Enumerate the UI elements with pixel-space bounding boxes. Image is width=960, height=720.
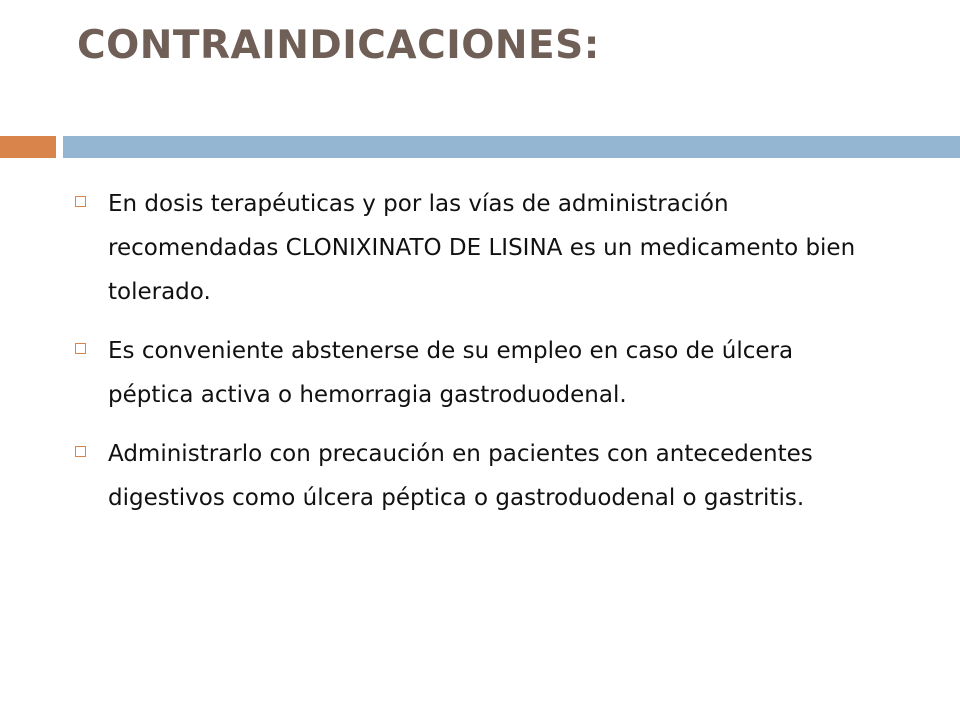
bullet-text: Administrarlo con precaución en pacientes con antecedentes digestivos como úlcera péptica o gastroduodenal o gastritis.: [108, 441, 813, 511]
bullet-list: [75, 182, 875, 535]
hollow-square-icon: [75, 446, 86, 457]
bullet-item: [75, 432, 875, 520]
accent-bar: [0, 136, 56, 158]
slide-title: CONTRAINDICACIONES:: [77, 23, 600, 68]
hollow-square-icon: [75, 343, 86, 354]
hollow-square-icon: [75, 196, 86, 207]
bullet-item: [75, 329, 875, 417]
bullet-text: Es conveniente abstenerse de su empleo en caso de úlcera péptica activa o hemorragia gastroduodenal.: [108, 338, 794, 408]
bullet-item: [75, 182, 875, 314]
bullet-text: En dosis terapéuticas y por las vías de administración recomendadas CLONIXINATO DE LISINA es un medicamento bien tolerado.: [108, 191, 856, 305]
header-divider-bar: [63, 136, 960, 158]
